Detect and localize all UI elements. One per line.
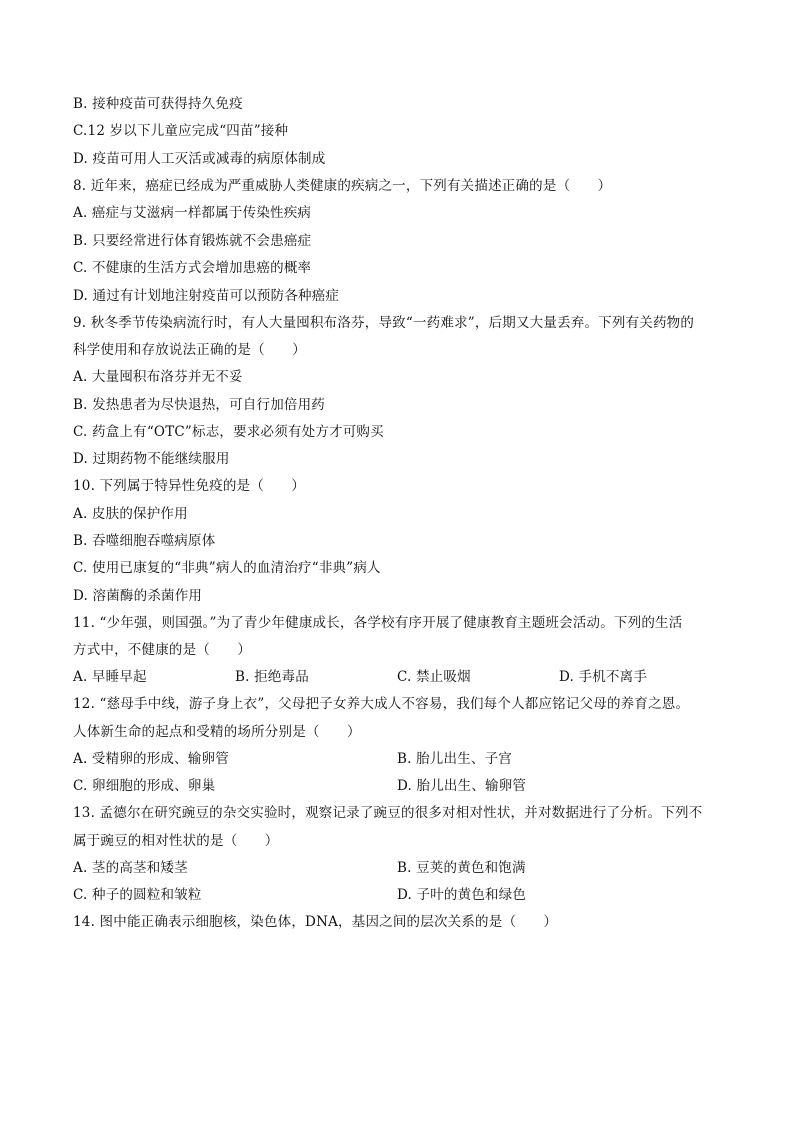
q12-option-b: B. 胎儿出生、子宫	[397, 751, 513, 767]
q7-option-d: D. 疫苗可用人工灭活或减毒的病原体制成	[73, 151, 326, 167]
q10-option-d: D. 溶菌酶的杀菌作用	[73, 588, 203, 604]
q10-option-b: B. 吞噬细胞吞噬病原体	[73, 533, 216, 549]
q8-option-d: D. 通过有计划地注射疫苗可以预防各种癌症	[73, 288, 340, 304]
q9-option-c: C. 药盒上有“OTC”标志，要求必须有处方才可购买	[73, 424, 384, 440]
q13-option-a: A. 茎的高茎和矮茎	[73, 860, 188, 876]
q12-stem-line-2: 人体新生命的起点和受精的场所分别是（ ）	[73, 724, 361, 740]
q9-option-d: D. 过期药物不能继续服用	[73, 451, 230, 467]
q11-option-a: A. 早睡早起	[73, 669, 147, 685]
q9-option-b: B. 发热患者为尽快退热，可自行加倍用药	[73, 397, 326, 413]
q12-option-a: A. 受精卵的形成、输卵管	[73, 751, 229, 767]
q12-stem-line-1: 12. “慈母手中线，游子身上衣”，父母把子女养大成人不容易，我们每个人都应铭记父母的养育之恩。	[73, 696, 690, 712]
q12-option-c: C. 卵细胞的形成、卵巢	[73, 778, 216, 794]
q11-option-c: C. 禁止吸烟	[397, 669, 471, 685]
q11-option-b: B. 拒绝毒品	[235, 669, 309, 685]
q9-stem-line-1: 9. 秋冬季节传染病流行时，有人大量囤积布洛芬，导致“一药难求”，后期又大量丢弃。下列有关药物的	[73, 315, 695, 331]
q13-option-c: C. 种子的圆粒和皱粒	[73, 887, 202, 903]
q13-stem-line-1: 13. 孟德尔在研究豌豆的杂交实验时，观察记录了豌豆的很多对相对性状，并对数据进行了分析。下列不	[73, 805, 703, 821]
q8-option-b: B. 只要经常进行体育锻炼就不会患癌症	[73, 233, 312, 249]
q13-stem-line-2: 属于豌豆的相对性状的是（ ）	[73, 833, 279, 849]
q11-stem-line-1: 11. “少年强，则国强。”为了青少年健康成长，各学校有序开展了健康教育主题班会活动。下列的生活	[73, 615, 683, 631]
q10-stem: 10. 下列属于特异性免疫的是（ ）	[73, 478, 306, 494]
q11-stem-line-2: 方式中，不健康的是（ ）	[73, 642, 252, 658]
q8-option-a: A. 癌症与艾滋病一样都属于传染性疾病	[73, 205, 312, 221]
q9-option-a: A. 大量囤积布洛芬并无不妥	[73, 369, 243, 385]
q14-stem: 14. 图中能正确表示细胞核，染色体，DNA，基因之间的层次关系的是（ ）	[73, 914, 558, 930]
q9-stem-line-2: 科学使用和存放说法正确的是（ ）	[73, 342, 306, 358]
q12-option-d: D. 胎儿出生、输卵管	[397, 778, 527, 794]
q11-option-d: D. 手机不离手	[559, 669, 648, 685]
q7-option-c: C.12 岁以下儿童应完成“四苗”接种	[73, 123, 289, 139]
q13-option-b: B. 豆荚的黄色和饱满	[397, 860, 526, 876]
q8-option-c: C. 不健康的生活方式会增加患癌的概率	[73, 260, 312, 276]
q13-option-d: D. 子叶的黄色和绿色	[397, 887, 527, 903]
q10-option-a: A. 皮肤的保护作用	[73, 506, 188, 522]
q7-option-b: B. 接种疫苗可获得持久免疫	[73, 96, 243, 112]
q10-option-c: C. 使用已康复的“非典”病人的血清治疗“非典”病人	[73, 560, 381, 576]
q8-stem: 8. 近年来，癌症已经成为严重威胁人类健康的疾病之一，下列有关描述正确的是（ ）	[73, 178, 612, 194]
